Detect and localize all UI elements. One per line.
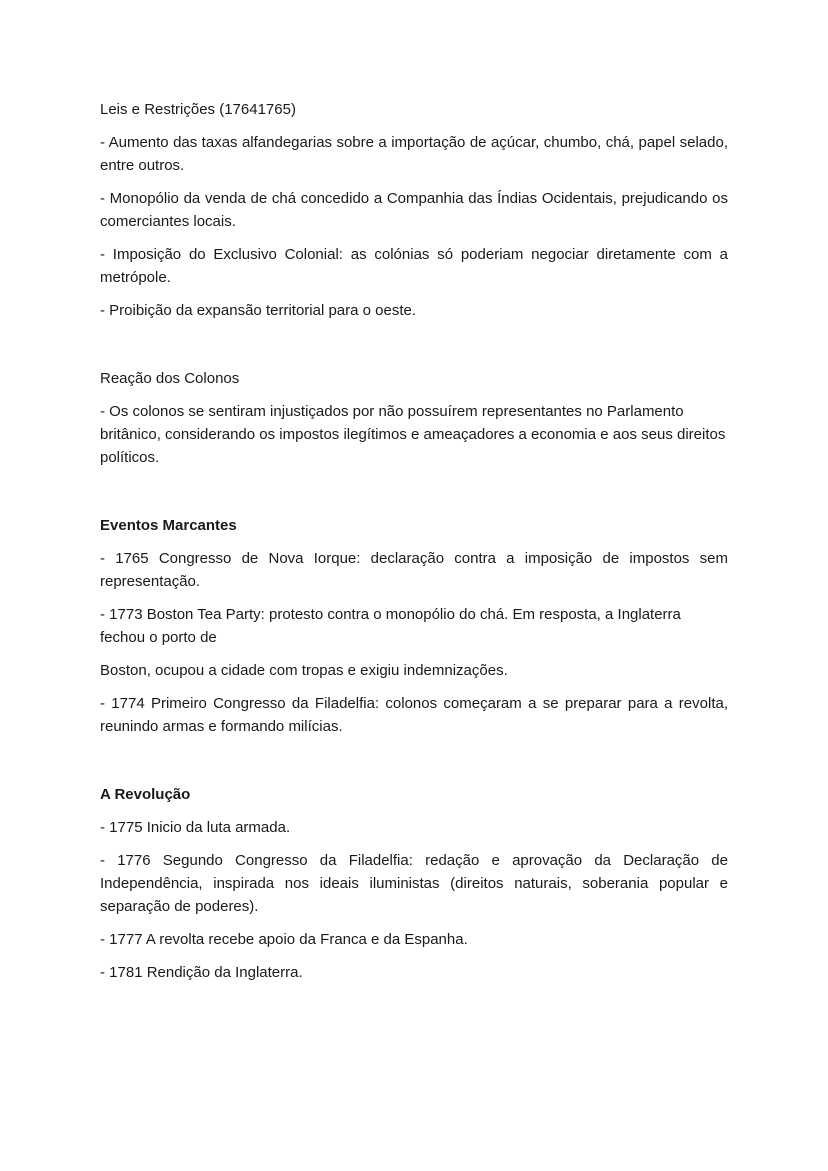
list-item: - 1776 Segundo Congresso da Filadelfia: redação e aprovação da Declaração de Independência, inspirada nos ideais iluministas (direitos naturais, soberania popular e separação de poderes).	[100, 852, 728, 915]
list-item: - Aumento das taxas alfandegarias sobre a importação de açúcar, chumbo, chá, papel selado, entre outros.	[100, 134, 728, 174]
list-item: - 1781 Rendição da Inglaterra.	[100, 964, 303, 981]
list-item: - Os colonos se sentiram injustiçados por não possuírem representantes no Parlamento britânico, considerando os impostos ilegítimos e ameaçadores a economia e aos seus direitos políticos.	[100, 403, 726, 466]
section-heading: Leis e Restrições (17641765)	[100, 101, 296, 118]
list-item: - Imposição do Exclusivo Colonial: as colónias só poderiam negociar diretamente com a metrópole.	[100, 246, 728, 286]
section-leis-restricoes	[100, 98, 728, 322]
list-item: Boston, ocupou a cidade com tropas e exigiu indemnizações.	[100, 662, 508, 679]
list-item: - Proibição da expansão territorial para o oeste.	[100, 302, 417, 319]
section-spacer	[100, 479, 728, 514]
section-eventos-marcantes	[100, 514, 728, 738]
list-item: - 1775 Inicio da luta armada.	[100, 819, 291, 836]
list-item: - 1777 A revolta recebe apoio da Franca e da Espanha.	[100, 931, 468, 948]
section-heading: A Revolução	[100, 786, 191, 803]
list-item: - 1774 Primeiro Congresso da Filadelfia: colonos começaram a se preparar para a revolta, reunindo armas e formando milícias.	[100, 695, 728, 735]
section-spacer	[100, 748, 728, 783]
list-item: - Monopólio da venda de chá concedido a Companhia das Índias Ocidentais, prejudicando os comerciantes locais.	[100, 190, 728, 230]
list-item: - 1765 Congresso de Nova Iorque: declaração contra a imposição de impostos sem representação.	[100, 550, 728, 590]
section-a-revolucao	[100, 783, 728, 984]
document-page	[100, 98, 728, 994]
list-item: - 1773 Boston Tea Party: protesto contra o monopólio do chá. Em resposta, a Inglaterra fechou o porto de	[100, 606, 681, 646]
section-reacao-colonos	[100, 367, 728, 469]
section-heading: Eventos Marcantes	[100, 517, 237, 534]
section-heading: Reação dos Colonos	[100, 370, 240, 387]
section-spacer	[100, 332, 728, 367]
